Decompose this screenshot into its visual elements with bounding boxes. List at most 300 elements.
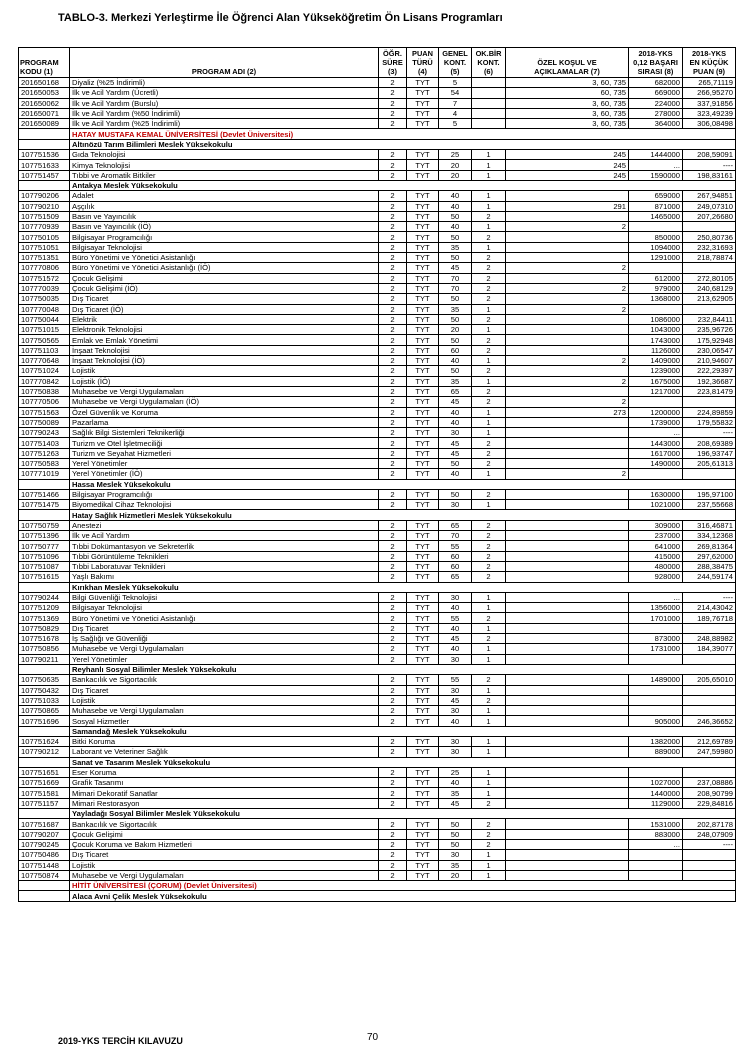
cell-general-quota: 4 (439, 108, 472, 118)
cell-min-score: 288,38475 (683, 561, 736, 571)
cell-program-code: 107751403 (19, 438, 70, 448)
table-row (19, 737, 736, 747)
cell-duration: 2 (379, 469, 407, 479)
cell-duration: 2 (379, 211, 407, 221)
cell-score-type: TYT (407, 531, 439, 541)
cell-rank: 1382000 (629, 737, 683, 747)
cell-duration: 2 (379, 386, 407, 396)
cell-program-code: 107751536 (19, 150, 70, 160)
cell-rank: 1239000 (629, 366, 683, 376)
cell-top-quota: 2 (472, 531, 506, 541)
cell-score-type: TYT (407, 458, 439, 468)
cell-duration: 2 (379, 428, 407, 438)
cell-top-quota: 2 (472, 551, 506, 561)
cell-min-score: 306,08498 (683, 119, 736, 129)
header-duration-line3: (3) (387, 67, 398, 76)
cell-program-code: 107751448 (19, 860, 70, 870)
header-top-quota (472, 48, 506, 78)
faculty-row (19, 139, 736, 149)
cell-top-quota: 2 (472, 283, 506, 293)
cell-duration: 2 (379, 438, 407, 448)
cell-duration: 2 (379, 551, 407, 561)
cell-min-score (683, 623, 736, 633)
cell-program-name: Muhasebe ve Vergi Uygulamaları (70, 870, 379, 880)
cell-min-score (683, 397, 736, 407)
footer-title: 2019-YKS TERCİH KILAVUZU (58, 1036, 183, 1046)
faculty-name: Altınözü Tarım Bilimleri Meslek Yüksekokulu (70, 139, 736, 149)
cell-program-code: 107750044 (19, 314, 70, 324)
cell-min-score: 272,80105 (683, 273, 736, 283)
cell-duration: 2 (379, 603, 407, 613)
cell-program-code: 107770039 (19, 283, 70, 293)
cell-general-quota: 30 (439, 428, 472, 438)
table-row (19, 458, 736, 468)
cell-min-score (683, 706, 736, 716)
cell-program-code (19, 809, 70, 819)
cell-min-score (683, 860, 736, 870)
cell-rank: 1409000 (629, 356, 683, 366)
cell-program-name: Lojistik (70, 860, 379, 870)
cell-rank (629, 850, 683, 860)
cell-rank: 1027000 (629, 778, 683, 788)
cell-rank: 1021000 (629, 500, 683, 510)
cell-score-type: TYT (407, 675, 439, 685)
table-row (19, 78, 736, 88)
cell-duration: 2 (379, 78, 407, 88)
cell-top-quota: 1 (472, 170, 506, 180)
cell-top-quota: 1 (472, 500, 506, 510)
cell-duration: 2 (379, 314, 407, 324)
cell-program-code (19, 664, 70, 674)
cell-program-code: 107750777 (19, 541, 70, 551)
cell-special-conditions (506, 345, 629, 355)
cell-general-quota: 30 (439, 747, 472, 757)
cell-rank: 1630000 (629, 489, 683, 499)
cell-duration: 2 (379, 119, 407, 129)
table-body (19, 78, 736, 902)
header-score-type (407, 48, 439, 78)
cell-duration: 2 (379, 407, 407, 417)
cell-special-conditions (506, 819, 629, 829)
cell-rank: ... (629, 160, 683, 170)
cell-program-name: Diyaliz (%25 İndirimli) (70, 78, 379, 88)
cell-general-quota: 50 (439, 839, 472, 849)
cell-program-code: 107751396 (19, 531, 70, 541)
cell-special-conditions: 245 (506, 150, 629, 160)
cell-program-code: 201650168 (19, 78, 70, 88)
cell-rank: ... (629, 592, 683, 602)
cell-program-code: 107750486 (19, 850, 70, 860)
cell-special-conditions (506, 489, 629, 499)
table-row (19, 98, 736, 108)
cell-top-quota: 2 (472, 345, 506, 355)
cell-special-conditions (506, 561, 629, 571)
cell-general-quota: 40 (439, 191, 472, 201)
page-title: TABLO-3. Merkezi Yerleştirme İle Öğrenci Alan Yükseköğretim Ön Lisans Programları (58, 12, 503, 24)
cell-special-conditions (506, 870, 629, 880)
cell-general-quota: 65 (439, 572, 472, 582)
cell-min-score (683, 695, 736, 705)
cell-min-score: 184,39077 (683, 644, 736, 654)
cell-general-quota: 50 (439, 314, 472, 324)
cell-program-code: 107750838 (19, 386, 70, 396)
cell-top-quota: 1 (472, 376, 506, 386)
cell-program-code (19, 139, 70, 149)
cell-top-quota: 2 (472, 541, 506, 551)
cell-special-conditions: 245 (506, 160, 629, 170)
cell-score-type: TYT (407, 839, 439, 849)
cell-duration: 2 (379, 191, 407, 201)
cell-top-quota: 2 (472, 839, 506, 849)
cell-general-quota: 20 (439, 160, 472, 170)
cell-top-quota: 2 (472, 386, 506, 396)
cell-program-code: 107751633 (19, 160, 70, 170)
cell-rank: 883000 (629, 829, 683, 839)
cell-rank: 612000 (629, 273, 683, 283)
table-row (19, 489, 736, 499)
table-row (19, 531, 736, 541)
cell-score-type: TYT (407, 829, 439, 839)
cell-rank (629, 685, 683, 695)
table-row (19, 778, 736, 788)
cell-program-name: Yerel Yönetimler (70, 654, 379, 664)
cell-score-type: TYT (407, 335, 439, 345)
cell-general-quota: 35 (439, 304, 472, 314)
cell-top-quota: 1 (472, 150, 506, 160)
cell-special-conditions (506, 685, 629, 695)
cell-rank (629, 695, 683, 705)
cell-duration: 2 (379, 170, 407, 180)
cell-program-name: Pazarlama (70, 417, 379, 427)
header-special-conditions (506, 48, 629, 78)
cell-min-score: 214,43042 (683, 603, 736, 613)
cell-special-conditions: 2 (506, 222, 629, 232)
cell-special-conditions: 3, 60, 735 (506, 98, 629, 108)
table-row (19, 469, 736, 479)
cell-top-quota: 2 (472, 294, 506, 304)
cell-special-conditions (506, 829, 629, 839)
cell-special-conditions (506, 695, 629, 705)
cell-duration: 2 (379, 325, 407, 335)
cell-special-conditions: 2 (506, 356, 629, 366)
cell-special-conditions (506, 572, 629, 582)
header-duration-line2: SÜRE (382, 58, 403, 67)
cell-special-conditions: 2 (506, 376, 629, 386)
cell-general-quota: 30 (439, 592, 472, 602)
faculty-row (19, 891, 736, 901)
cell-program-name: Bankacılık ve Sigortacılık (70, 675, 379, 685)
header-rank-line3: SIRASI (8) (637, 67, 674, 76)
cell-general-quota: 50 (439, 819, 472, 829)
cell-program-code: 107751696 (19, 716, 70, 726)
cell-duration: 2 (379, 716, 407, 726)
header-min-score-line3: PUAN (9) (692, 67, 726, 76)
cell-top-quota: 2 (472, 520, 506, 530)
table-row (19, 232, 736, 242)
cell-duration: 2 (379, 572, 407, 582)
faculty-row (19, 726, 736, 736)
cell-program-code: 201650053 (19, 88, 70, 98)
cell-program-code: 107751024 (19, 366, 70, 376)
cell-special-conditions (506, 520, 629, 530)
table-row (19, 839, 736, 849)
cell-special-conditions: 2 (506, 283, 629, 293)
cell-min-score: 250,80736 (683, 232, 736, 242)
cell-program-name: İlk ve Acil Yardım (Ücretli) (70, 88, 379, 98)
table-row (19, 675, 736, 685)
cell-special-conditions (506, 788, 629, 798)
table-row (19, 551, 736, 561)
cell-rank: ... (629, 839, 683, 849)
cell-program-code: 107751475 (19, 500, 70, 510)
header-rank (629, 48, 683, 78)
cell-program-code: 107751033 (19, 695, 70, 705)
cell-program-code: 107750635 (19, 675, 70, 685)
cell-special-conditions (506, 778, 629, 788)
cell-program-code: 107751687 (19, 819, 70, 829)
table-row (19, 242, 736, 252)
cell-score-type: TYT (407, 623, 439, 633)
cell-special-conditions (506, 500, 629, 510)
cell-program-code (19, 180, 70, 190)
cell-min-score: 195,97100 (683, 489, 736, 499)
cell-min-score: ---- (683, 160, 736, 170)
cell-top-quota: 2 (472, 263, 506, 273)
cell-score-type: TYT (407, 654, 439, 664)
cell-duration: 2 (379, 798, 407, 808)
cell-duration: 2 (379, 294, 407, 304)
table-row (19, 634, 736, 644)
cell-min-score: 248,88982 (683, 634, 736, 644)
cell-top-quota: 1 (472, 767, 506, 777)
header-general-quota-line3: (5) (450, 67, 460, 76)
cell-score-type: TYT (407, 520, 439, 530)
cell-special-conditions (506, 850, 629, 860)
cell-special-conditions (506, 860, 629, 870)
cell-program-name: Basın ve Yayıncılık (70, 211, 379, 221)
cell-rank: 669000 (629, 88, 683, 98)
cell-top-quota (472, 119, 506, 129)
cell-duration: 2 (379, 561, 407, 571)
cell-special-conditions (506, 242, 629, 252)
cell-score-type: TYT (407, 232, 439, 242)
cell-program-name: Büro Yönetimi ve Yönetici Asistanlığı (70, 253, 379, 263)
cell-program-name: Emlak ve Emlak Yönetimi (70, 335, 379, 345)
cell-special-conditions: 2 (506, 304, 629, 314)
cell-top-quota: 2 (472, 675, 506, 685)
cell-special-conditions (506, 737, 629, 747)
cell-rank: 1617000 (629, 448, 683, 458)
cell-general-quota: 45 (439, 798, 472, 808)
table-row (19, 829, 736, 839)
cell-top-quota: 1 (472, 428, 506, 438)
cell-program-name: Sağlık Bilgi Sistemleri Teknikerliği (70, 428, 379, 438)
cell-rank: 659000 (629, 191, 683, 201)
cell-top-quota: 2 (472, 829, 506, 839)
cell-program-code: 107750865 (19, 706, 70, 716)
cell-program-name: Büro Yönetimi ve Yönetici Asistanlığı (İÖ) (70, 263, 379, 273)
cell-duration: 2 (379, 592, 407, 602)
cell-rank: 237000 (629, 531, 683, 541)
cell-duration: 2 (379, 737, 407, 747)
cell-program-name: İnşaat Teknolojisi (70, 345, 379, 355)
cell-duration: 2 (379, 685, 407, 695)
cell-program-code (19, 510, 70, 520)
table-row (19, 283, 736, 293)
cell-top-quota: 2 (472, 335, 506, 345)
cell-special-conditions (506, 386, 629, 396)
cell-special-conditions (506, 603, 629, 613)
cell-rank: 1126000 (629, 345, 683, 355)
cell-duration: 2 (379, 448, 407, 458)
cell-score-type: TYT (407, 644, 439, 654)
cell-program-code (19, 479, 70, 489)
cell-rank: 1465000 (629, 211, 683, 221)
cell-duration: 2 (379, 263, 407, 273)
cell-general-quota: 30 (439, 500, 472, 510)
cell-rank (629, 304, 683, 314)
cell-score-type: TYT (407, 634, 439, 644)
table-row (19, 541, 736, 551)
cell-score-type: TYT (407, 489, 439, 499)
cell-general-quota: 40 (439, 623, 472, 633)
cell-program-name: Lojistik (İÖ) (70, 376, 379, 386)
cell-program-name: Mimari Dekoratif Sanatlar (70, 788, 379, 798)
cell-score-type: TYT (407, 613, 439, 623)
header-min-score (683, 48, 736, 78)
cell-duration: 2 (379, 88, 407, 98)
cell-program-name: Eser Koruma (70, 767, 379, 777)
cell-special-conditions: 273 (506, 407, 629, 417)
cell-special-conditions (506, 191, 629, 201)
cell-program-code: 107751678 (19, 634, 70, 644)
cell-duration: 2 (379, 788, 407, 798)
university-name: HİTİT ÜNİVERSİTESİ (ÇORUM) (Devlet Üniversitesi) (70, 881, 736, 891)
cell-program-name: Elektrik (70, 314, 379, 324)
table-row (19, 798, 736, 808)
cell-top-quota: 2 (472, 366, 506, 376)
cell-top-quota: 1 (472, 592, 506, 602)
cell-general-quota: 40 (439, 417, 472, 427)
cell-duration: 2 (379, 829, 407, 839)
cell-rank (629, 870, 683, 880)
cell-min-score: 269,81364 (683, 541, 736, 551)
cell-rank (629, 767, 683, 777)
cell-program-code: 107750874 (19, 870, 70, 880)
cell-score-type: TYT (407, 870, 439, 880)
table-row (19, 520, 736, 530)
cell-top-quota: 2 (472, 397, 506, 407)
cell-top-quota: 1 (472, 356, 506, 366)
cell-rank: 873000 (629, 634, 683, 644)
cell-program-name: Anestezi (70, 520, 379, 530)
cell-general-quota: 5 (439, 119, 472, 129)
cell-general-quota: 70 (439, 283, 472, 293)
cell-min-score (683, 654, 736, 664)
cell-min-score (683, 222, 736, 232)
cell-top-quota: 1 (472, 685, 506, 695)
cell-score-type: TYT (407, 695, 439, 705)
cell-rank (629, 469, 683, 479)
cell-duration: 2 (379, 541, 407, 551)
cell-program-name: Büro Yönetimi ve Yönetici Asistanlığı (70, 613, 379, 623)
university-name: HATAY MUSTAFA KEMAL ÜNİVERSİTESİ (Devlet Üniversitesi) (70, 129, 736, 139)
table-row (19, 160, 736, 170)
cell-score-type: TYT (407, 294, 439, 304)
cell-rank: 979000 (629, 283, 683, 293)
cell-duration: 2 (379, 345, 407, 355)
faculty-row (19, 510, 736, 520)
cell-top-quota: 2 (472, 695, 506, 705)
cell-program-name: İlk ve Acil Yardım (Burslu) (70, 98, 379, 108)
cell-rank: 1217000 (629, 386, 683, 396)
cell-general-quota: 30 (439, 706, 472, 716)
cell-program-code: 107751351 (19, 253, 70, 263)
table-row (19, 623, 736, 633)
cell-program-name: Yaşlı Bakımı (70, 572, 379, 582)
cell-general-quota: 45 (439, 634, 472, 644)
table-row (19, 438, 736, 448)
cell-general-quota: 55 (439, 675, 472, 685)
cell-special-conditions (506, 458, 629, 468)
cell-min-score: 237,55668 (683, 500, 736, 510)
cell-min-score (683, 469, 736, 479)
cell-rank: ... (629, 428, 683, 438)
cell-general-quota: 20 (439, 170, 472, 180)
cell-duration: 2 (379, 654, 407, 664)
cell-special-conditions (506, 541, 629, 551)
cell-general-quota: 50 (439, 489, 472, 499)
cell-score-type: TYT (407, 500, 439, 510)
cell-rank: 1590000 (629, 170, 683, 180)
cell-special-conditions (506, 644, 629, 654)
cell-program-code: 107770842 (19, 376, 70, 386)
cell-rank: 1356000 (629, 603, 683, 613)
cell-program-code: 107751651 (19, 767, 70, 777)
cell-program-name: Turizm ve Otel İşletmeciliği (70, 438, 379, 448)
header-min-score-line1: 2018-YKS (691, 49, 727, 58)
table-row (19, 747, 736, 757)
cell-program-name: Tıbbi Laboratuvar Teknikleri (70, 561, 379, 571)
cell-general-quota: 50 (439, 294, 472, 304)
cell-duration: 2 (379, 706, 407, 716)
cell-min-score: 249,07310 (683, 201, 736, 211)
cell-program-name: Elektronik Teknolojisi (70, 325, 379, 335)
cell-program-name: Mimari Restorasyon (70, 798, 379, 808)
cell-program-code (19, 129, 70, 139)
cell-score-type: TYT (407, 850, 439, 860)
cell-top-quota: 2 (472, 613, 506, 623)
faculty-name: Kırıkhan Meslek Yüksekokulu (70, 582, 736, 592)
cell-min-score: 232,84411 (683, 314, 736, 324)
header-top-quota-line2: KONT. (477, 58, 500, 67)
cell-min-score (683, 263, 736, 273)
cell-top-quota: 2 (472, 634, 506, 644)
cell-special-conditions (506, 716, 629, 726)
cell-program-code: 107751157 (19, 798, 70, 808)
cell-program-code: 107751096 (19, 551, 70, 561)
faculty-row (19, 479, 736, 489)
cell-general-quota: 45 (439, 397, 472, 407)
cell-top-quota: 1 (472, 737, 506, 747)
cell-min-score: ---- (683, 592, 736, 602)
cell-score-type: TYT (407, 706, 439, 716)
cell-score-type: TYT (407, 685, 439, 695)
faculty-name: Reyhanlı Sosyal Bilimler Meslek Yüksekokulu (70, 664, 736, 674)
cell-special-conditions: 3, 60, 735 (506, 78, 629, 88)
cell-rank: 905000 (629, 716, 683, 726)
header-program-code-line2: KODU (1) (20, 67, 53, 76)
